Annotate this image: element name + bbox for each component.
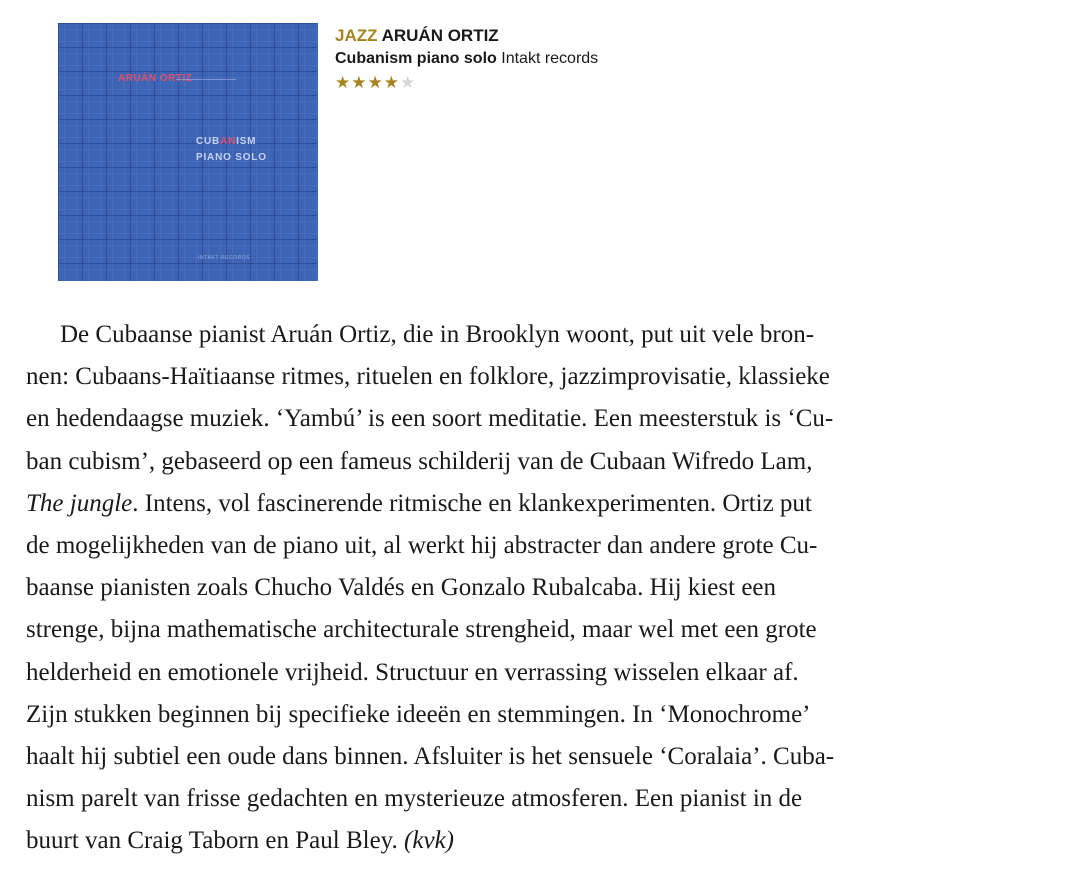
cover-title-accent: AN (220, 136, 237, 147)
review-line (26, 820, 1056, 862)
review-line: ban cubism’, gebaseerd op een fameus schilderij van de Cubaan Wifredo Lam, (26, 447, 813, 475)
star-rating (335, 74, 598, 92)
review-line: en hedendaagse muziek. ‘Yambú’ is een soort meditatie. Een meesterstuk is ‘Cu- (26, 405, 834, 433)
review-line: de mogelijkheden van de piano uit, al werkt hij abstracter dan andere grote Cu- (26, 532, 818, 560)
album-title: Cubanism piano solo (335, 50, 497, 67)
review-line: nism parelt van frisse gedachten en mysterieuze atmosferen. Een pianist in de (26, 785, 803, 813)
artwork-title: The jungle (26, 489, 133, 517)
filled-stars-icon: ★★★★ (335, 73, 400, 92)
review-line: baanse pianisten zoals Chucho Valdés en Gonzalo Rubalcaba. Hij kiest een (26, 574, 777, 602)
review-line: nen: Cubaans-Haïtiaanse ritmes, rituelen en folklore, jazzimprovisatie, klassieke (26, 363, 830, 391)
cover-divider (176, 79, 236, 80)
cover-label-text: INTAKT RECORDS (198, 255, 251, 261)
review-line-rest: . Intens, vol fascinerende ritmische en klankexperimenten. Ortiz put (132, 489, 812, 517)
album-line (335, 48, 598, 70)
cover-title-part2: ISM (236, 136, 257, 147)
genre-label: JAZZ (335, 26, 378, 45)
cover-title-part1: CUB (196, 136, 221, 147)
empty-star-icon: ★ (399, 73, 417, 92)
album-info (335, 25, 598, 92)
review-line: haalt hij subtiel een oude dans binnen. Afsluiter is het sensuele ‘Coralaia’. Cuba- (26, 743, 835, 771)
cover-artist-text: ARUÁN ORTIZ (118, 73, 193, 84)
review-line: helderheid en emotionele vrijheid. Structuur en verrassing wisselen elkaar af. (26, 658, 799, 686)
artist-name: ARUÁN ORTIZ (381, 26, 499, 45)
review-body (26, 314, 1056, 863)
cover-title-line2: PIANO SOLO (196, 152, 267, 163)
review-line: Zijn stukken beginnen bij specifieke ideeën en stemmingen. In ‘Monochrome’ (26, 700, 811, 728)
review-line (26, 483, 1056, 525)
review-line: De Cubaanse pianist Aruán Ortiz, die in Brooklyn woont, put uit vele bron- (60, 321, 815, 348)
record-label: Intakt records (501, 50, 599, 67)
author-signature: (kvk) (404, 827, 454, 855)
cover-title (196, 134, 267, 166)
review-line: strenge, bijna mathematische architecturale strengheid, maar wel met een grote (26, 616, 817, 644)
album-cover (58, 23, 318, 281)
genre-artist-line (335, 25, 598, 47)
review-line-text: buurt van Craig Taborn en Paul Bley. (26, 827, 398, 855)
